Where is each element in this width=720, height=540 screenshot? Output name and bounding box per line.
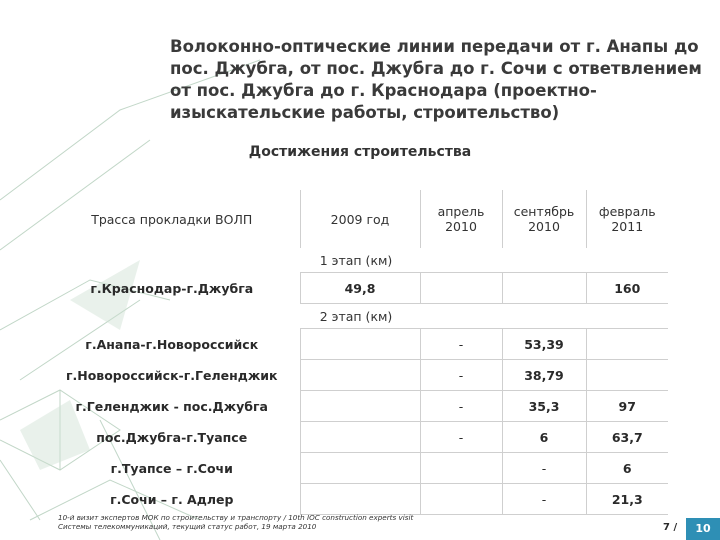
slide-footer — [58, 513, 488, 531]
route-cell: г.Туапсе – г.Сочи — [110, 460, 233, 476]
value-sep-2010: - — [502, 484, 586, 515]
value-feb-2011: 21,3 — [586, 484, 668, 515]
value-2009 — [300, 422, 420, 453]
table-row — [44, 484, 668, 515]
table-row — [44, 453, 668, 484]
section-number: 7 / — [663, 522, 678, 533]
route-cell: г.Сочи – г. Адлер — [110, 491, 234, 507]
value-apr-2010 — [420, 273, 502, 304]
route-cell: г.Новороссийск-г.Геленджик — [65, 367, 278, 383]
stage-2-row — [44, 304, 668, 329]
table-row — [44, 329, 668, 360]
header-route: Трасса прокладки ВОЛП — [91, 211, 253, 227]
header-apr-2010: апрель 2010 — [420, 190, 502, 248]
value-sep-2010: 53,39 — [502, 329, 586, 360]
value-apr-2010 — [420, 453, 502, 484]
page-indicator — [600, 518, 720, 540]
stage-2-label: 2 этап (км) — [319, 308, 393, 324]
table-row — [44, 273, 668, 304]
value-2009 — [300, 391, 420, 422]
value-feb-2011: 6 — [586, 453, 668, 484]
value-2009 — [300, 453, 420, 484]
table-header-row — [44, 190, 668, 248]
value-feb-2011: 97 — [586, 391, 668, 422]
value-apr-2010: - — [420, 422, 502, 453]
value-feb-2011 — [586, 329, 668, 360]
value-sep-2010: - — [502, 453, 586, 484]
route-cell: пос.Джубга-г.Туапсе — [96, 429, 248, 445]
stage-1-label: 1 этап (км) — [319, 252, 393, 268]
title-line-2: пос. Джубга, от пос. Джубга до г. Сочи с ответвлением — [170, 59, 702, 78]
route-cell: г.Геленджик - пос.Джубга — [75, 398, 268, 414]
title-line-3: от пос. Джубга до г. Краснодара (проектно- — [170, 81, 597, 100]
value-sep-2010: 35,3 — [502, 391, 586, 422]
value-apr-2010: - — [420, 391, 502, 422]
value-2009: 49,8 — [300, 273, 420, 304]
value-sep-2010: 6 — [502, 422, 586, 453]
value-apr-2010: - — [420, 329, 502, 360]
value-feb-2011: 160 — [586, 273, 668, 304]
table-row — [44, 422, 668, 453]
page-number-badge: 10 — [686, 518, 720, 540]
value-2009 — [300, 360, 420, 391]
table-row — [44, 391, 668, 422]
value-apr-2010: - — [420, 360, 502, 391]
value-2009 — [300, 484, 420, 515]
title-line-1: Волоконно-оптические линии передачи от г. Анапы до — [170, 37, 699, 56]
route-cell: г.Анапа-г.Новороссийск — [85, 336, 259, 352]
table-row — [44, 360, 668, 391]
construction-progress-table — [44, 190, 668, 515]
route-cell: г.Краснодар-г.Джубга — [90, 280, 254, 296]
value-feb-2011: 63,7 — [586, 422, 668, 453]
value-apr-2010 — [420, 484, 502, 515]
header-sep-2010: сентябрь 2010 — [502, 190, 586, 248]
footer-line-2: Системы телекоммуникаций, текущий статус работ, 19 марта 2010 — [58, 522, 317, 531]
value-2009 — [300, 329, 420, 360]
header-2009: 2009 год — [300, 190, 420, 248]
footer-line-1: 10-й визит экспертов МОК по строительству и транспорту / 10th IOC construction experts visit — [58, 513, 414, 522]
title-line-4: изыскательские работы, строительство) — [170, 103, 560, 122]
header-feb-2011: февраль 2011 — [586, 190, 668, 248]
value-sep-2010: 38,79 — [502, 360, 586, 391]
value-sep-2010 — [502, 273, 586, 304]
stage-1-row — [44, 248, 668, 273]
slide-title — [170, 36, 720, 124]
slide-subtitle: Достижения строительства — [248, 144, 472, 160]
value-feb-2011 — [586, 360, 668, 391]
